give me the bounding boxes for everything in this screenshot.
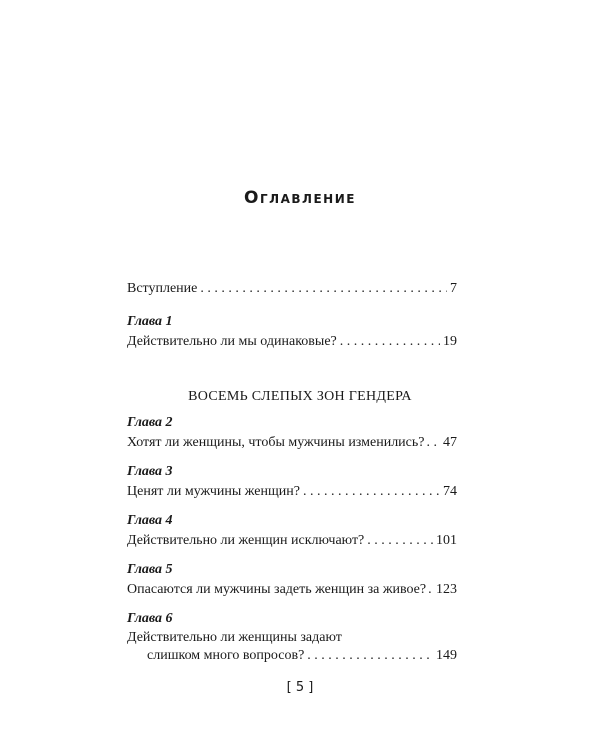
dot-leader <box>303 482 440 502</box>
chapter-label: Глава 1 <box>127 314 173 329</box>
toc-entry-title-line-1: Действительно ли женщины задают <box>127 630 342 645</box>
toc-entry-page: 19 <box>443 334 457 349</box>
toc-entry-page: 7 <box>450 281 457 296</box>
toc-entry-chapter-6 <box>147 646 457 666</box>
chapter-label: Глава 6 <box>127 611 173 626</box>
toc-entry-chapter-4 <box>127 531 457 551</box>
toc-entry-title: Вступление <box>127 281 198 296</box>
toc-entry-chapter-3 <box>127 482 457 502</box>
toc-entry-page: 123 <box>436 582 457 597</box>
toc-entry-page: 47 <box>443 435 457 450</box>
toc-entry-chapter-1 <box>127 332 457 352</box>
chapter-label: Глава 5 <box>127 562 173 577</box>
dot-leader <box>200 279 447 299</box>
toc-entry-intro <box>127 279 457 299</box>
dot-leader <box>428 580 434 600</box>
toc-entry-title: Опасаются ли мужчины задеть женщин за живое? <box>127 582 427 597</box>
chapter-label: Глава 2 <box>127 415 173 430</box>
toc-title: Оглавление <box>244 188 356 208</box>
dot-leader <box>367 531 433 551</box>
toc-entry-title: Действительно ли мы одинаковые? <box>127 334 337 349</box>
toc-entry-page: 101 <box>436 533 457 548</box>
page-number: [ 5 ] <box>286 680 314 695</box>
toc-entry-title: Ценят ли мужчины женщин? <box>127 484 300 499</box>
toc-entry-page: 74 <box>443 484 457 499</box>
chapter-label: Глава 3 <box>127 464 173 479</box>
chapter-label: Глава 4 <box>127 513 173 528</box>
toc-entry-chapter-2 <box>127 433 457 453</box>
toc-entry-title: Хотят ли женщины, чтобы мужчины изменились? <box>127 435 425 450</box>
dot-leader <box>427 433 442 453</box>
toc-entry-page: 149 <box>436 648 457 663</box>
toc-entry-title: слишком много вопросов? <box>147 648 305 663</box>
dot-leader <box>340 332 440 352</box>
dot-leader <box>307 646 433 666</box>
toc-entry-chapter-5 <box>127 580 457 600</box>
section-heading: ВОСЕМЬ СЛЕПЫХ ЗОН ГЕНДЕРА <box>188 389 412 404</box>
toc-entry-title: Действительно ли женщин исключают? <box>127 533 365 548</box>
